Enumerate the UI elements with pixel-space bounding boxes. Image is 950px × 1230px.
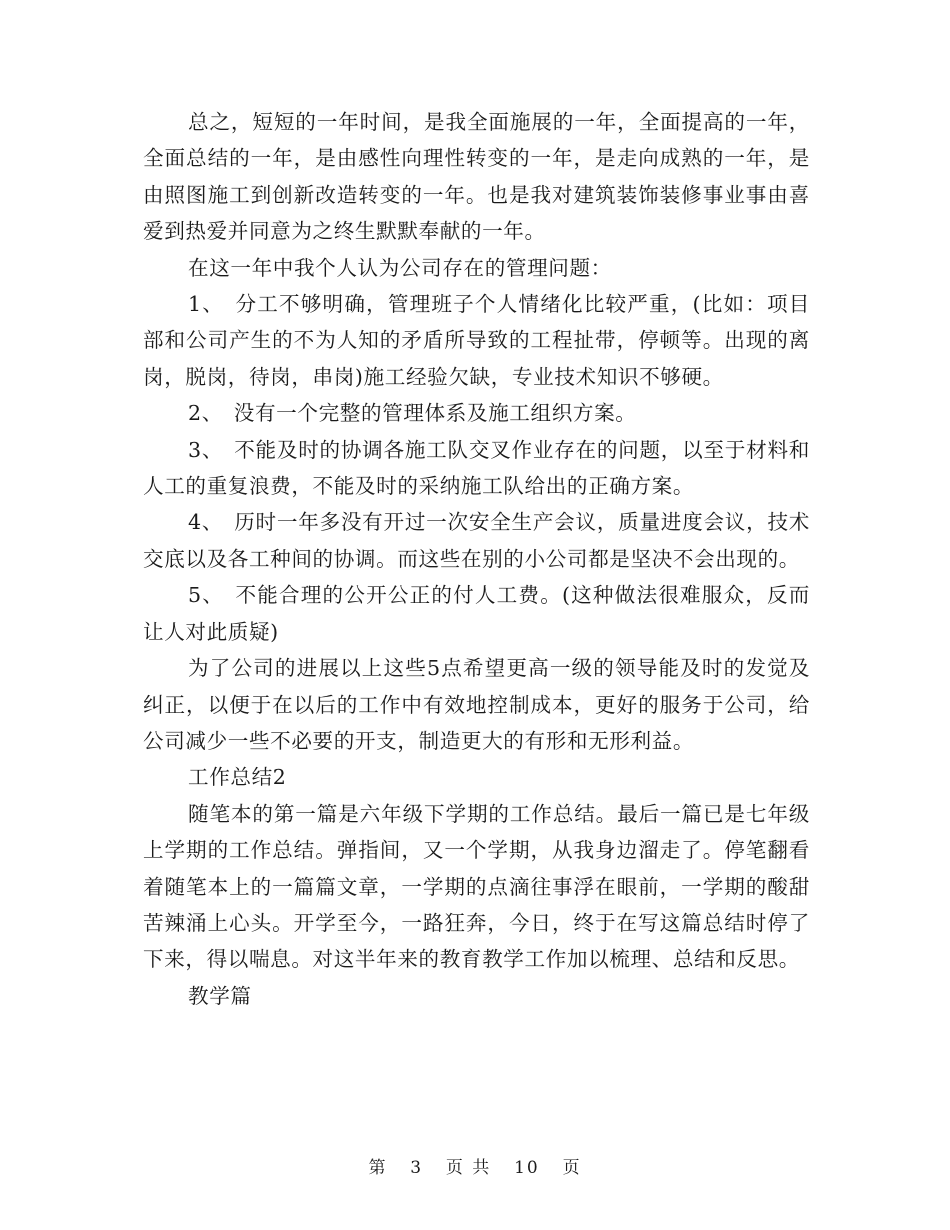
section-heading-teaching: 教学篇 xyxy=(188,983,252,1008)
current-page-number: 3 xyxy=(410,1158,424,1178)
paragraph-problem-2: 2、 没有一个完整的管理体系及施工组织方案。 xyxy=(188,401,637,426)
paragraph-problem-1: 1、 分工不够明确，管理班子个人情绪化比较严重，(比如：项目部和公司产生的不为人知的矛盾所导致的工程扯带，停顿等。出现的离岗，脱岗，待岗，串岗)施工经验欠缺，专业技术知识不够硬。 xyxy=(143,292,810,389)
section-heading-work-summary-2: 工作总结2 xyxy=(188,765,287,790)
footer-middle: 页 共 xyxy=(445,1158,492,1178)
paragraph-problem-3: 3、 不能及时的协调各施工队交叉作业存在的问题，以至于材料和人工的重复浪费，不能及时的采纳施工队给出的正确方案。 xyxy=(143,437,810,499)
total-page-count: 10 xyxy=(514,1158,540,1178)
footer-suffix: 页 xyxy=(562,1158,582,1178)
paragraph-problems-intro: 在这一年中我个人认为公司存在的管理问题： xyxy=(188,255,612,280)
paragraph-notebook: 随笔本的第一篇是六年级下学期的工作总结。最后一篇已是七年级上学期的工作总结。弹指间，又一个学期，从我身边溜走了。停笔翻看着随笔本上的一篇篇文章，一学期的点滴往事浮在眼前，一学期的酸甜苦辣涌上心头。开学至今，一路狂奔，今日，终于在写这篇总结时停了下来，得以喘息。对这半年来的教育教学工作加以梳理、总结和反思。 xyxy=(143,801,810,972)
footer-prefix: 第 xyxy=(368,1158,388,1178)
document-body xyxy=(143,104,810,1014)
paragraph-problem-4: 4、 历时一年多没有开过一次安全生产会议，质量进度会议，技术交底以及各工种间的协调。而这些在别的小公司都是坚决不会出现的。 xyxy=(143,510,810,571)
paragraph-problem-5: 5、 不能合理的公开公正的付人工费。(这种做法很难服众，反而让人对此质疑) xyxy=(143,583,810,644)
page-footer xyxy=(0,1153,950,1178)
paragraph-conclusion: 为了公司的进展以上这些5点希望更高一级的领导能及时的发觉及纠正，以便于在以后的工作中有效地控制成本，更好的服务于公司，给公司减少一些不必要的开支，制造更大的有形和无形利益。 xyxy=(143,656,810,753)
paragraph-summary: 总之，短短的一年时间，是我全面施展的一年，全面提高的一年，全面总结的一年，是由感性向理性转变的一年，是走向成熟的一年，是由照图施工到创新改造转变的一年。也是我对建筑装饰装修事业事由喜爱到热爱并同意为之终生默默奉献的一年。 xyxy=(143,110,810,244)
